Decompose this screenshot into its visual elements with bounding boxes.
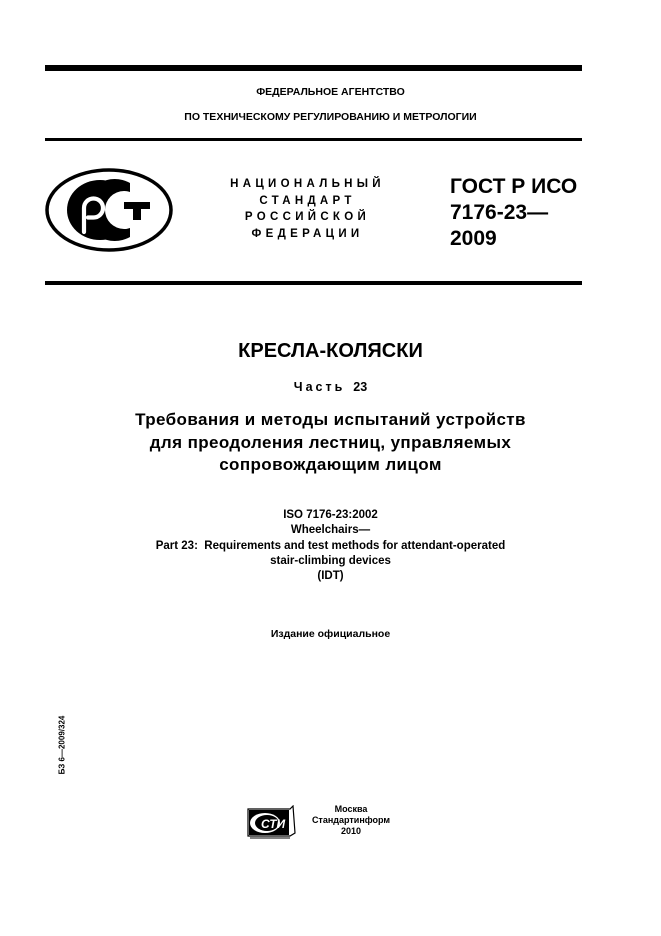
- iso-line: Part 23: Requirements and test methods for attendant-operated: [155, 539, 506, 552]
- national-standard-line: ФЕДЕРАЦИИ: [251, 227, 364, 240]
- top-thick-rule: [45, 65, 582, 71]
- subtitle-line: сопровождающим лицом: [219, 455, 442, 474]
- iso-line: ISO 7176-23:2002: [283, 509, 378, 521]
- agency-name-line2: ПО ТЕХНИЧЕСКОМУ РЕГУЛИРОВАНИЮ И МЕТРОЛОГИИ: [184, 111, 477, 123]
- part-heading: [0, 380, 661, 394]
- publisher-info: [296, 804, 406, 837]
- agency-name-line1: ФЕДЕРАЛЬНОЕ АГЕНТСТВО: [256, 86, 405, 98]
- iso-line: stair-climbing devices: [270, 554, 391, 567]
- svg-text:СТИ: СТИ: [261, 817, 286, 831]
- publisher-year: 2010: [340, 826, 362, 836]
- part-label: Часть: [293, 380, 346, 394]
- designation-line: 2009: [450, 227, 497, 250]
- publisher-name: Стандартинформ: [311, 815, 391, 825]
- document-title: КРЕСЛА-КОЛЯСКИ: [238, 340, 423, 362]
- official-edition-label: Издание официальное: [270, 628, 391, 640]
- designation-line: ГОСТ Р ИСО: [450, 175, 578, 198]
- iso-line: (IDT): [317, 570, 344, 583]
- part-number: 23: [353, 380, 368, 394]
- designation-line: 7176-23—: [450, 201, 549, 224]
- side-catalog-code: БЗ 6—2009/324: [57, 715, 67, 775]
- national-standard-line: НАЦИОНАЛЬНЫЙ: [230, 178, 385, 190]
- standard-designation: [450, 174, 600, 252]
- standartinform-logo-icon: [246, 805, 298, 840]
- title-block-divider-rule: [45, 281, 582, 285]
- header-divider-rule: [45, 138, 582, 141]
- iso-reference: [0, 508, 661, 584]
- rst-gost-logo-icon: [44, 166, 174, 254]
- national-standard-label: [210, 176, 405, 242]
- publisher-city: Москва: [334, 804, 368, 814]
- iso-line: Wheelchairs—: [290, 524, 371, 537]
- national-standard-line: СТАНДАРТ: [259, 194, 356, 207]
- subtitle-line: Требования и методы испытаний устройств: [135, 410, 526, 429]
- subtitle-line: для преодоления лестниц, управляемых: [149, 432, 512, 452]
- document-subtitle: [0, 409, 661, 477]
- national-standard-line: РОССИЙСКОЙ: [244, 211, 371, 223]
